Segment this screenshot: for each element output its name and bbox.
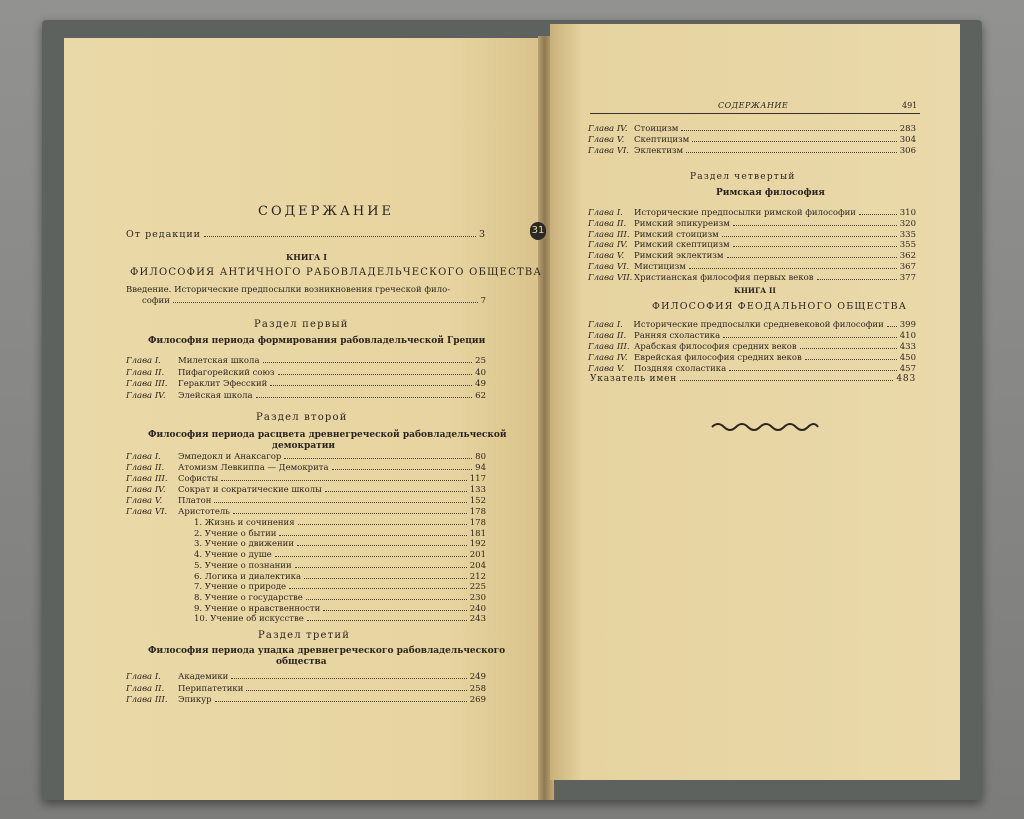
toc-page-number: 25 bbox=[475, 356, 486, 366]
toc-page-number: 320 bbox=[899, 218, 916, 229]
toc-entry-name: Академики bbox=[178, 672, 229, 682]
contents-title: СОДЕРЖАНИЕ bbox=[258, 204, 395, 219]
chapter-label: Глава II. bbox=[126, 367, 165, 378]
leader-dots bbox=[733, 225, 897, 226]
toc-row[interactable] bbox=[194, 518, 486, 529]
leader-dots bbox=[681, 130, 896, 131]
chapter-label: Глава III. bbox=[126, 695, 168, 705]
toc-entry-name: Платон bbox=[178, 496, 212, 506]
toc-entry-name: Элейская школа bbox=[178, 390, 253, 401]
toc-row[interactable] bbox=[588, 146, 916, 157]
toc-row[interactable] bbox=[588, 135, 916, 146]
toc-page-number: 433 bbox=[899, 342, 916, 352]
toc-row[interactable] bbox=[194, 539, 486, 550]
leader-dots bbox=[275, 556, 467, 557]
leader-dots bbox=[298, 524, 467, 525]
toc-row[interactable] bbox=[126, 684, 486, 695]
leader-dots bbox=[859, 214, 897, 215]
leader-dots bbox=[297, 545, 467, 546]
toc-entry-name: Эпикур bbox=[178, 695, 212, 705]
section1-title: Философия периода формирования рабовладельческой Греции bbox=[148, 336, 486, 346]
toc-page-number: 212 bbox=[469, 571, 486, 582]
leader-dots bbox=[723, 337, 897, 338]
spine-marker: 31 bbox=[530, 222, 546, 240]
toc-entry-name: Указатель имен bbox=[590, 374, 678, 384]
book1-title: ФИЛОСОФИЯ АНТИЧНОГО РАБОВЛАДЕЛЬЧЕСКОГО ОБЩЕСТВА bbox=[130, 267, 543, 278]
section2-title-line-1: Философия периода расцвета древнегреческой рабовладельческой bbox=[148, 430, 507, 440]
leader-dots bbox=[692, 141, 897, 142]
toc-row[interactable] bbox=[588, 273, 916, 284]
leader-dots bbox=[680, 380, 893, 381]
toc-row[interactable] bbox=[126, 391, 486, 402]
toc-page-number: 133 bbox=[469, 485, 486, 495]
toc-page-number: 225 bbox=[469, 582, 486, 593]
toc-page-number: 94 bbox=[475, 463, 486, 473]
toc-entry-name: 3. Учение о движении bbox=[194, 539, 295, 550]
toc-row-introduction[interactable] bbox=[142, 296, 486, 307]
toc-page-number: 181 bbox=[469, 528, 486, 539]
toc-row[interactable] bbox=[126, 672, 486, 683]
section2-title-line-2: демократии bbox=[272, 441, 336, 451]
toc-entry-name: Эклектизм bbox=[634, 146, 684, 156]
toc-page-number: 243 bbox=[469, 614, 486, 625]
toc-row[interactable] bbox=[194, 614, 486, 625]
toc-page-number: 80 bbox=[475, 452, 486, 462]
toc-entry-name: Атомизм Левкиппа — Демокрита bbox=[178, 463, 329, 473]
toc-row[interactable] bbox=[126, 507, 486, 518]
leader-dots bbox=[204, 236, 476, 237]
chapter-label: Глава IV. bbox=[126, 390, 166, 401]
leader-dots bbox=[231, 678, 466, 679]
chapter-label: Глава III. bbox=[126, 379, 168, 389]
header-rule bbox=[590, 113, 920, 114]
toc-entry-name: 7. Учение о природе bbox=[194, 582, 287, 593]
chapter-label: Глава II. bbox=[126, 683, 165, 694]
toc-page-number: 269 bbox=[469, 695, 486, 705]
toc-entry-name: Милетская школа bbox=[178, 356, 260, 366]
toc-page-number: 230 bbox=[469, 592, 486, 603]
toc-page-number: 258 bbox=[469, 683, 486, 694]
leader-dots bbox=[727, 257, 897, 258]
chapter-label: Глава VI. bbox=[126, 507, 168, 517]
toc-entry-name: 9. Учение о нравственности bbox=[194, 603, 321, 614]
running-header: СОДЕРЖАНИЕ bbox=[718, 101, 789, 110]
toc-entry-name: Римский скептицизм bbox=[634, 240, 730, 251]
leader-dots bbox=[800, 348, 897, 349]
toc-entry-name: Гераклит Эфесский bbox=[178, 379, 268, 389]
toc-entry-name: Римский эпикуреизм bbox=[634, 218, 730, 229]
toc-entry-name: Эмпедокл и Анаксагор bbox=[178, 452, 282, 462]
leader-dots bbox=[887, 326, 897, 327]
toc-row[interactable] bbox=[194, 561, 486, 572]
toc-entry-name: 8. Учение о государстве bbox=[194, 592, 303, 603]
toc-row[interactable] bbox=[194, 582, 486, 593]
chapter-label: Глава VII. bbox=[588, 272, 633, 283]
leader-dots bbox=[325, 491, 467, 492]
chapter-label: Глава IV. bbox=[588, 124, 628, 134]
toc-entry-name: Еврейская философия средних веков bbox=[634, 353, 802, 363]
section3-title-line-1: Философия периода упадка древнегреческого рабовладельческого bbox=[148, 646, 506, 656]
chapter-label: Глава VI. bbox=[588, 262, 630, 272]
toc-page-number: 450 bbox=[899, 353, 916, 363]
section1-label: Раздел первый bbox=[254, 319, 349, 330]
toc-row[interactable] bbox=[588, 208, 916, 219]
toc-row[interactable] bbox=[126, 496, 486, 507]
leader-dots bbox=[221, 480, 467, 481]
toc-entry-name: Софисты bbox=[178, 474, 219, 484]
toc-row[interactable] bbox=[588, 219, 916, 230]
toc-page-number: 3 bbox=[478, 229, 486, 240]
toc-row[interactable] bbox=[126, 474, 486, 485]
toc-row[interactable] bbox=[126, 356, 486, 367]
toc-row[interactable] bbox=[588, 251, 916, 262]
leader-dots bbox=[323, 610, 466, 611]
section2-label: Раздел второй bbox=[256, 412, 348, 423]
toc-page-number: 152 bbox=[469, 496, 486, 506]
toc-page-number: 335 bbox=[899, 229, 916, 240]
leader-dots bbox=[307, 620, 467, 621]
section4-label: Раздел четвертый bbox=[690, 172, 796, 182]
toc-entry-name: Стоицизм bbox=[634, 124, 679, 134]
toc-page-number: 355 bbox=[899, 240, 916, 251]
toc-entry-name: Арабская философия средних веков bbox=[634, 342, 797, 352]
toc-row[interactable] bbox=[588, 262, 916, 273]
chapter-label: Глава IV. bbox=[126, 485, 166, 495]
leader-dots bbox=[686, 152, 897, 153]
section3-title-line-2: общества bbox=[276, 657, 327, 667]
leader-dots bbox=[214, 502, 466, 503]
toc-row[interactable] bbox=[126, 452, 486, 463]
toc-page-number: 367 bbox=[899, 262, 916, 272]
leader-dots bbox=[256, 397, 473, 398]
toc-page-number: 410 bbox=[899, 331, 916, 341]
toc-page-number: 249 bbox=[469, 672, 486, 682]
page-number: 491 bbox=[902, 101, 918, 110]
leader-dots bbox=[733, 246, 897, 247]
leader-dots bbox=[295, 567, 467, 568]
toc-page-number: 377 bbox=[899, 272, 916, 283]
toc-page-number: 7 bbox=[480, 296, 486, 306]
toc-page-number: 192 bbox=[469, 539, 486, 550]
toc-page-number: 201 bbox=[469, 550, 486, 561]
toc-page-number: 49 bbox=[475, 379, 486, 389]
toc-page-number: 240 bbox=[469, 603, 486, 614]
chapter-label: Глава IV. bbox=[588, 240, 628, 251]
toc-entry-name: Аристотель bbox=[178, 507, 230, 517]
chapter-label: Глава II. bbox=[126, 463, 165, 473]
chapter-label: Глава I. bbox=[588, 208, 623, 218]
toc-row[interactable] bbox=[588, 331, 916, 342]
chapter-label: Глава III. bbox=[126, 474, 168, 484]
toc-row[interactable] bbox=[194, 550, 486, 561]
toc-entry-name: Римский эклектизм bbox=[634, 251, 724, 262]
chapter-label: Глава V. bbox=[588, 251, 625, 262]
toc-page-number: 306 bbox=[899, 146, 916, 156]
toc-row[interactable] bbox=[588, 240, 916, 251]
section4-title: Римская философия bbox=[716, 188, 825, 198]
toc-page-number: 362 bbox=[899, 251, 916, 262]
leader-dots bbox=[246, 690, 466, 691]
leader-dots bbox=[233, 513, 467, 514]
toc-entry-name: Пифагорейский союз bbox=[178, 367, 275, 378]
toc-row[interactable] bbox=[194, 529, 486, 540]
toc-page-number: 178 bbox=[469, 507, 486, 517]
leader-dots bbox=[722, 236, 897, 237]
toc-entry-name: 1. Жизнь и сочинения bbox=[194, 518, 295, 528]
toc-entry-name: Мистицизм bbox=[634, 262, 686, 272]
toc-row[interactable] bbox=[126, 463, 486, 474]
leader-dots bbox=[278, 374, 473, 375]
book1-label: КНИГА I bbox=[286, 252, 327, 262]
chapter-label: Глава V. bbox=[588, 364, 625, 374]
toc-entry-name: 5. Учение о познании bbox=[194, 560, 292, 571]
toc-row[interactable] bbox=[126, 485, 486, 496]
toc-entry-name: Христианская философия первых веков bbox=[634, 272, 814, 283]
toc-entry-name: Исторические предпосылки римской философии bbox=[634, 208, 856, 218]
leader-dots bbox=[270, 385, 472, 386]
toc-page-number: 399 bbox=[899, 320, 916, 330]
toc-entry-name: Поздняя схоластика bbox=[634, 364, 727, 374]
introduction-line-1[interactable]: Введение. Исторические предпосылки возникновения греческой фило- bbox=[126, 285, 451, 295]
toc-page-number: 457 bbox=[899, 364, 916, 374]
leader-dots bbox=[215, 701, 467, 702]
toc-entry-name: 4. Учение о душе bbox=[194, 550, 272, 561]
toc-row[interactable] bbox=[194, 593, 486, 604]
toc-row[interactable] bbox=[588, 342, 916, 353]
chapter-label: Глава I. bbox=[126, 672, 161, 682]
toc-row[interactable] bbox=[194, 604, 486, 615]
chapter-label: Глава II. bbox=[588, 331, 627, 341]
toc-row-index[interactable] bbox=[590, 374, 916, 385]
toc-entry-name: Ранняя схоластика bbox=[634, 331, 721, 341]
toc-row[interactable] bbox=[126, 695, 486, 706]
toc-page-number: 40 bbox=[475, 367, 486, 378]
toc-page-number: 117 bbox=[469, 474, 486, 484]
toc-row-intro[interactable] bbox=[126, 229, 486, 240]
chapter-label: Глава III. bbox=[588, 342, 630, 352]
toc-page-number: 178 bbox=[469, 518, 486, 528]
toc-row[interactable] bbox=[588, 353, 916, 364]
toc-entry-name: Сократ и сократические школы bbox=[178, 485, 322, 495]
chapter-label: Глава V. bbox=[126, 496, 163, 506]
toc-page-number: 62 bbox=[475, 390, 486, 401]
toc-entry-name: Римский стоицизм bbox=[634, 229, 719, 240]
toc-entry-name: 10. Учение об искусстве bbox=[194, 614, 304, 625]
toc-page-number: 283 bbox=[899, 124, 916, 134]
leader-dots bbox=[332, 469, 473, 470]
toc-row[interactable] bbox=[126, 379, 486, 390]
chapter-label: Глава I. bbox=[126, 452, 161, 462]
toc-page-number: 304 bbox=[899, 135, 916, 145]
chapter-label: Глава VI. bbox=[588, 146, 630, 156]
toc-entry-name: 6. Логика и диалектика bbox=[194, 571, 302, 582]
chapter-label: Глава II. bbox=[588, 218, 627, 229]
book2-label: КНИГА II bbox=[734, 286, 776, 295]
toc-page-number: 483 bbox=[896, 374, 916, 384]
leader-dots bbox=[173, 302, 478, 303]
leader-dots bbox=[304, 578, 467, 579]
chapter-label: Глава I. bbox=[588, 320, 623, 330]
toc-row[interactable] bbox=[126, 368, 486, 379]
leader-dots bbox=[689, 268, 897, 269]
toc-entry-name: От редакции bbox=[126, 229, 201, 240]
toc-page-number: 310 bbox=[899, 208, 916, 218]
wave-ornament bbox=[710, 420, 820, 434]
toc-row[interactable] bbox=[588, 230, 916, 241]
leader-dots bbox=[805, 359, 897, 360]
chapter-label: Глава V. bbox=[588, 135, 625, 145]
toc-row[interactable] bbox=[194, 572, 486, 583]
chapter-label: Глава I. bbox=[126, 356, 161, 366]
toc-entry-name: 2. Учение о бытии bbox=[194, 528, 277, 539]
leader-dots bbox=[729, 370, 897, 371]
leader-dots bbox=[817, 279, 897, 280]
leader-dots bbox=[284, 458, 472, 459]
toc-row[interactable] bbox=[588, 320, 916, 331]
toc-entry-name: софии bbox=[142, 296, 170, 306]
book2-title: ФИЛОСОФИЯ ФЕОДАЛЬНОГО ОБЩЕСТВА bbox=[652, 301, 908, 312]
chapter-label: Глава III. bbox=[588, 229, 630, 240]
leader-dots bbox=[279, 535, 466, 536]
toc-entry-name: Исторические предпосылки средневековой философии bbox=[633, 320, 884, 330]
toc-page-number: 204 bbox=[469, 560, 486, 571]
leader-dots bbox=[289, 588, 467, 589]
section3-label: Раздел третий bbox=[258, 630, 351, 641]
leader-dots bbox=[263, 362, 473, 363]
toc-row[interactable] bbox=[588, 124, 916, 135]
toc-entry-name: Перипатетики bbox=[178, 683, 244, 694]
chapter-label: Глава IV. bbox=[588, 353, 628, 363]
leader-dots bbox=[306, 599, 467, 600]
toc-entry-name: Скептицизм bbox=[634, 135, 690, 145]
